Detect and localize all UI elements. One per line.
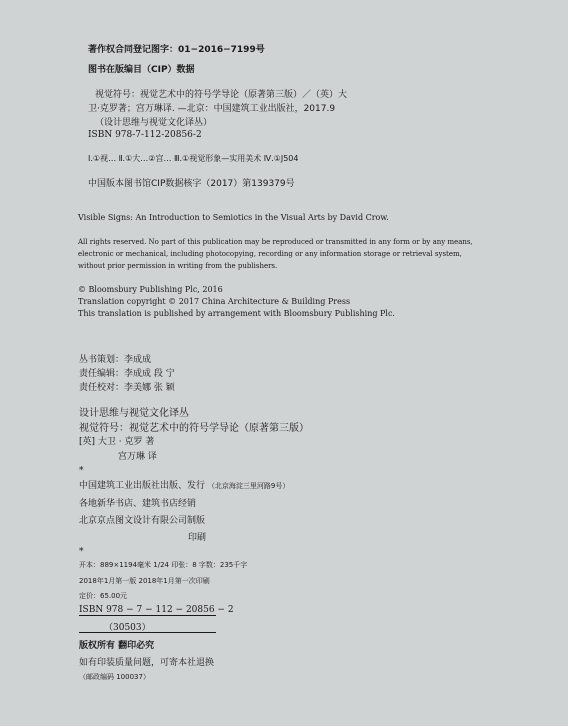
cip-entry-line-1: 视觉符号：视觉艺术中的符号学导论（原著第三版）／（英）大	[95, 90, 348, 100]
book-code: （30503）	[104, 623, 151, 633]
responsible-editor: 责任编辑：李成成 段 宁	[79, 369, 175, 379]
distributor-line: 各地新华书店、建筑书店经销	[79, 499, 197, 509]
cip-entry-line-2: 卫·克罗著；宫万琳译. —北京：中国建筑工业出版社，2017.9	[88, 104, 336, 114]
separator-star-2: *	[79, 547, 84, 557]
typesetter-line: 北京京点图文设计有限公司制版	[79, 516, 206, 526]
cip-classification: Ⅰ.①视… Ⅱ.①大…②宫… Ⅲ.①视觉形象—实用美术 Ⅳ.①J504	[88, 154, 299, 163]
colophon-isbn: ISBN 978 − 7 − 112 − 20856 − 2	[79, 605, 234, 615]
rights-line-3: without prior permission in writing from the publishers.	[78, 262, 278, 270]
responsible-proofreader: 责任校对：李美娜 张 颖	[79, 383, 175, 393]
return-notice: 如有印装质量问题，可寄本社退换	[79, 658, 215, 668]
publisher-name: 中国建筑工业出版社出版、发行	[79, 481, 206, 491]
translator-credit: 宫万琳 译	[118, 452, 157, 462]
arrangement-notice: This translation is published by arrangement with Bloomsbury Publishing Plc.	[78, 309, 395, 318]
postal-code: （邮政编码 100037）	[79, 673, 150, 681]
edition-printing: 2018年1月第一版 2018年1月第一次印刷	[79, 577, 210, 585]
separator-star-1: *	[79, 466, 84, 476]
contract-registration: 著作权合同登记图字：01−2016−7199号	[88, 45, 265, 55]
rights-reserved: 版权所有 翻印必究	[79, 641, 155, 651]
printer-line: 印刷	[188, 533, 207, 543]
cip-isbn: ISBN 978-7-112-20856-2	[88, 130, 202, 140]
cip-data-number: 中国版本图书馆CIP数据核字（2017）第139379号	[88, 179, 295, 189]
publisher-address: （北京海淀三里河路9号）	[207, 482, 290, 490]
cip-heading: 图书在版编目（CIP）数据	[88, 65, 195, 75]
format-specs: 开本：889×1194毫米 1/24 印张：8 字数：235千字	[79, 561, 248, 569]
book-title: 视觉符号：视觉艺术中的符号学导论（原著第三版）	[79, 423, 309, 434]
series-name: 设计思维与视觉文化译丛	[79, 408, 189, 419]
rights-line-1: All rights reserved. No part of this publication may be reproduced or transmitted in any form or by any means,	[78, 238, 473, 246]
series-planner: 丛书策划：李成成	[79, 355, 152, 365]
author-credit: [英] 大卫 · 克罗 著	[79, 437, 155, 447]
cip-entry-line-3: （设计思维与视觉文化译丛）	[95, 118, 213, 128]
rights-line-2: electronic or mechanical, including photocopying, recording or any information storage or retrieval system,	[78, 250, 462, 258]
original-title: Visible Signs: An Introduction to Semiotics in the Visual Arts by David Crow.	[78, 213, 389, 222]
price: 定价：65.00元	[79, 592, 128, 600]
code-rule	[79, 632, 216, 633]
publisher-line	[79, 478, 289, 491]
translation-copyright: Translation copyright © 2017 China Architecture & Building Press	[78, 297, 351, 306]
publisher-copyright: © Bloomsbury Publishing Plc, 2016	[78, 285, 223, 294]
